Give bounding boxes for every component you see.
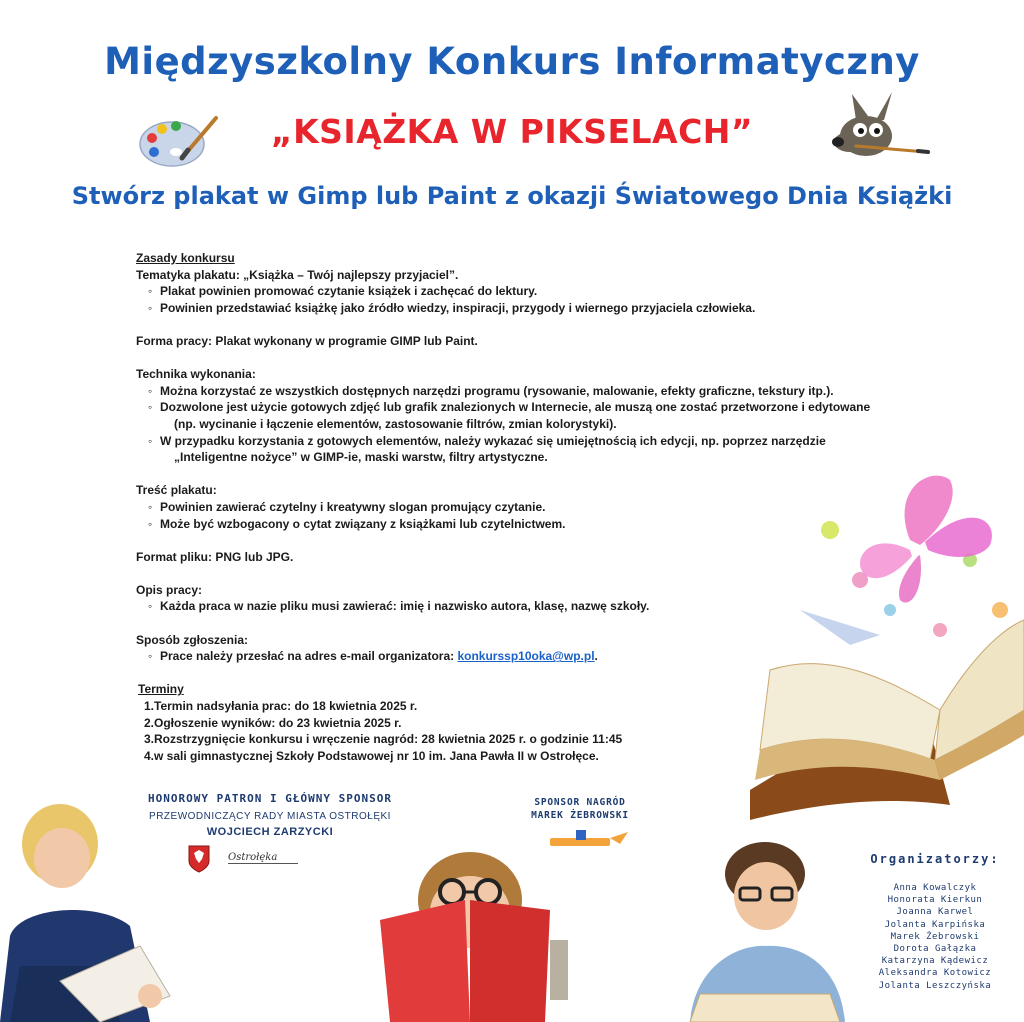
open-book-butterfly-image [740, 460, 1024, 820]
list-item: Dorota Gałązka [893, 944, 977, 955]
city-crest-icon [188, 845, 210, 873]
contest-title: Międzyszkolny Konkurs Informatyczny [104, 40, 920, 83]
technique-heading: Technika wykonania: [136, 367, 256, 382]
list-item-continuation: (np. wycinanie i łączenie elementów, zastosowanie filtrów, zmian kolorystyki). [174, 416, 617, 431]
sponsor-heading: SPONSOR NAGRÓD [534, 797, 626, 808]
form-line: Forma pracy: Plakat wykonany w programie GIMP lub Paint. [136, 333, 478, 348]
list-item: ◦ Plakat powinien promować czytanie książek i zachęcać do lektury. [136, 283, 996, 300]
boy-with-glasses-photo [680, 834, 850, 1022]
submission-heading: Sposób zgłoszenia: [136, 632, 249, 647]
contest-subtitle: „KSIĄŻKA W PIKSELACH” [270, 112, 754, 151]
list-item: Anna Kowalczyk [893, 883, 977, 893]
description-heading: Opis pracy: [136, 582, 203, 597]
list-item: 4.w sali gimnastycznej Szkoły Podstawowej nr 10 im. Jana Pawła II w Ostrołęce. [144, 748, 599, 763]
list-item: Joanna Karwel [896, 907, 974, 918]
list-item: Marek Żebrowski [890, 931, 980, 942]
list-item: 2.Ogłoszenie wyników: do 23 kwietnia 2025 r. [144, 715, 402, 730]
list-item-continuation: „Inteligentne nożyce” w GIMP-ie, maski warstw, filtry artystyczne. [174, 450, 548, 465]
list-item: ◦ Można korzystać ze wszystkich dostępnych narzędzi programu (rysowanie, malowanie, efekty graficzne, tekstury itp.). [136, 383, 996, 400]
girl-with-red-book-photo [370, 840, 570, 1022]
email-link[interactable]: konkurssp10oka@wp.pl [457, 649, 595, 664]
list-item: 1.Termin nadsyłania prac: do 18 kwietnia 2025 r. [144, 699, 418, 714]
contest-tagline: Stwórz plakat w Gimp lub Paint z okazji Światowego Dnia Książki [71, 182, 953, 210]
list-item: Honorata Kierkun [887, 895, 983, 906]
submission-text: Prace należy przesłać na adres e-mail organizatora: [160, 649, 458, 664]
gimp-mascot-icon [826, 90, 930, 162]
list-item: Katarzyna Kądewicz [881, 956, 989, 967]
list-item: ◦ Może być wzbogacony o cytat związany z książkami lub czytelnictwem. [136, 516, 996, 533]
list-item: Jolanta Leszczyńska [878, 980, 992, 991]
list-item: Aleksandra Kotowicz [878, 968, 992, 979]
list-item: Jolanta Karpińska [884, 919, 986, 930]
organizers-block [860, 852, 1010, 992]
submission-end: . [594, 649, 598, 664]
patron-role: PRZEWODNICZĄCY RADY MIASTA OSTROŁĘKI [149, 811, 391, 822]
sponsor-name: MAREK ŻEBROWSKI [531, 810, 629, 821]
organizers-list [860, 882, 1010, 992]
list-item: ◦ Każda praca w nazie pliku musi zawierać: imię i nazwisko autora, klasę, nazwę szkoły. [136, 598, 996, 615]
patron-heading: HONOROWY PATRON I GŁÓWNY SPONSOR [148, 792, 392, 805]
sponsor-block [520, 796, 640, 822]
content-heading: Treść plakatu: [136, 483, 217, 498]
list-item: ◦ Powinien zawierać czytelny i kreatywny slogan promujący czytanie. [136, 499, 996, 516]
terms-heading: Terminy [138, 682, 184, 697]
patron-name: WOJCIECH ZARZYCKI [206, 826, 334, 838]
list-item: ◦ W przypadku korzystania z gotowych elementów, należy wykazać się umiejętnością ich edycji, np. poprzez narzędzie [136, 433, 996, 450]
child-reading-photo-left [0, 796, 190, 1022]
list-item: ◦ Powinien przedstawiać książkę jako źródło wiedzy, inspiracji, przygody i wiernego przyjaciela człowieka. [136, 300, 996, 317]
rules-heading: Zasady konkursu [136, 251, 235, 265]
signature-text: Ostrołęka [228, 852, 298, 864]
organizers-heading: Organizatorzy: [870, 852, 1000, 866]
format-line: Format pliku: PNG lub JPG. [136, 549, 294, 564]
list-item: ◦ Dozwolone jest użycie gotowych zdjęć lub grafik znalezionych w Internecie, ale muszą one zostać przetworzone i edytowane [136, 399, 996, 416]
list-item: 3.Rozstrzygnięcie konkursu i wręczenie nagród: 28 kwietnia 2025 r. o godzinie 11:45 [144, 732, 623, 747]
topic-line: Tematyka plakatu: „Książka – Twój najlepszy przyjaciel”. [136, 267, 459, 282]
